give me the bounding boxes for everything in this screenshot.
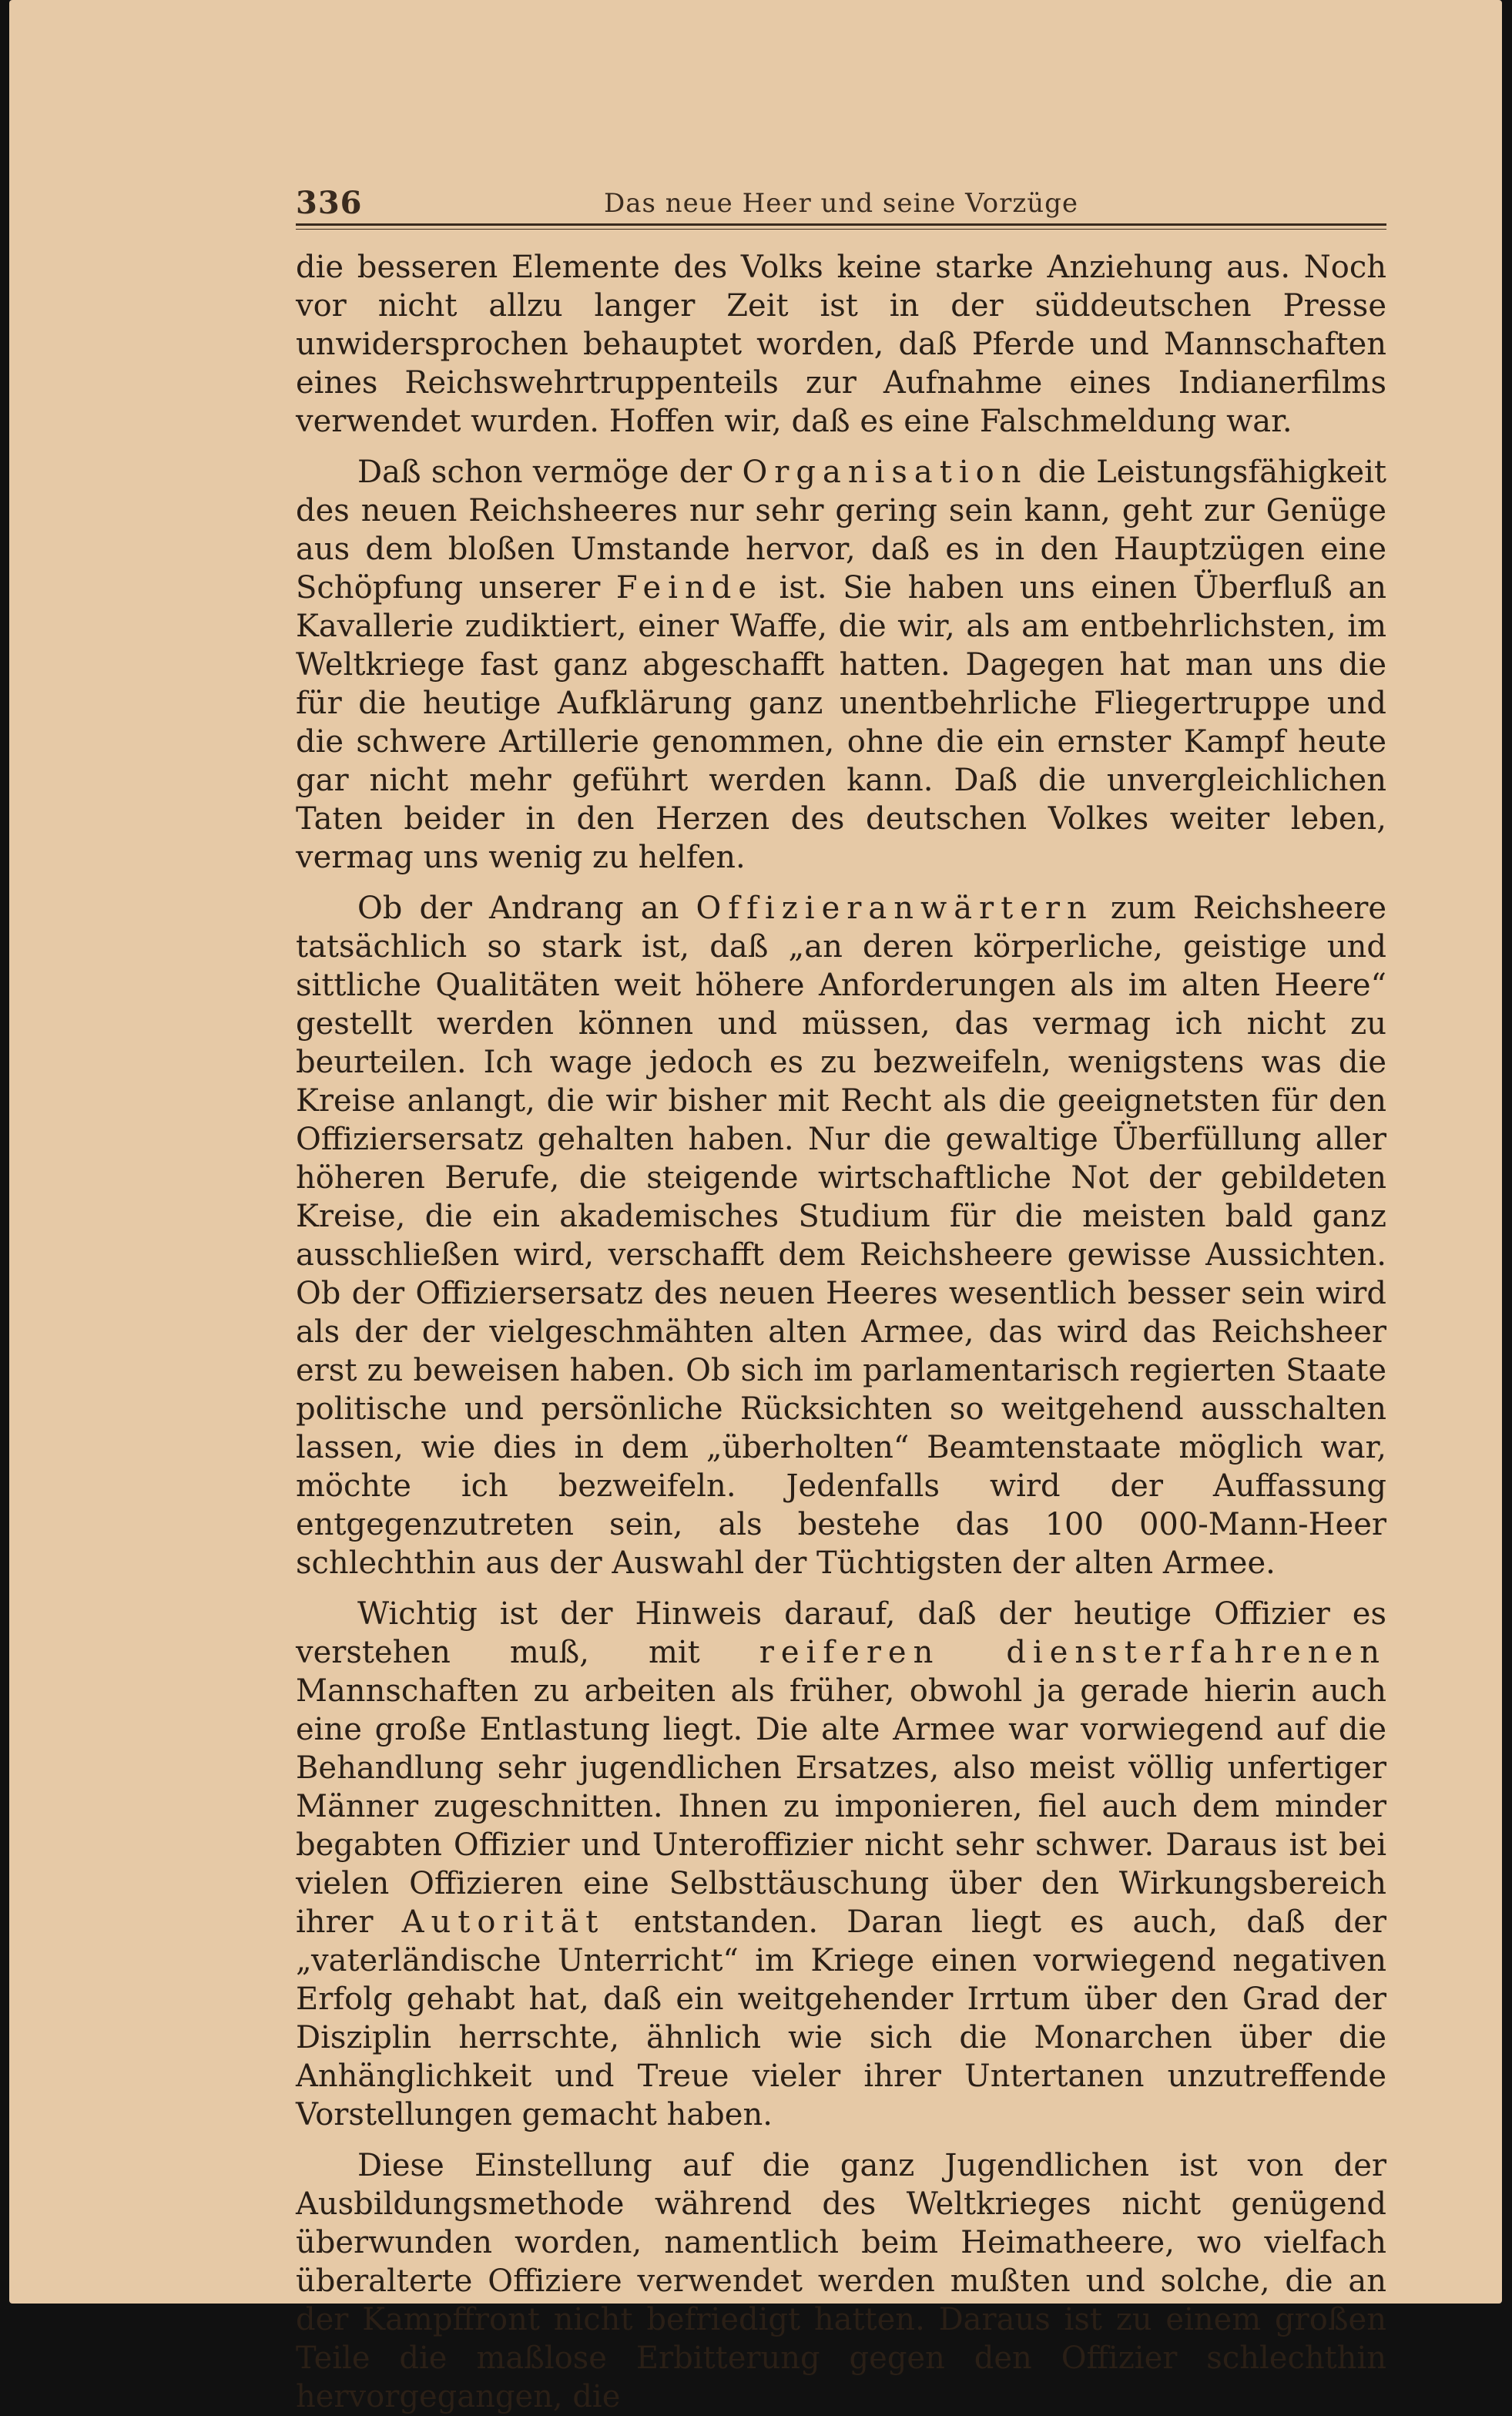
paragraph (296, 453, 1386, 877)
paragraph (296, 889, 1386, 1582)
body-text (296, 248, 1386, 2416)
text-run: Diese Einstellung auf die ganz Jugendlichen ist von der Ausbildungsmethode während des Weltkrieges nicht genügend überwunden worden, namentlich beim Heimatheere, wo vielfach überalterte Offiziere verwendet werden mußten und solche, die an der Kampffront nicht befriedigt hatten. Daraus ist zu einem großen Teile die maßlose Erbitterung gegen den Offizier schlechthin hervorgegangen, die (296, 2148, 1386, 2414)
text-run: ist. Sie haben uns einen Überfluß an Kavallerie zudiktiert, einer Waffe, die wir, als am entbehrlichsten, im Weltkriege fast ganz abgeschafft hatten. Dagegen hat man uns die für die heutige Aufklärung ganz unentbehrliche Fliegertruppe und die schwere Artillerie genommen, ohne die ein ernster Kampf heute gar nicht mehr geführt werden kann. Daß die unvergleichlichen Taten beider in den Herzen des deutschen Volkes weiter leben, vermag uns wenig zu helfen. (296, 570, 1387, 875)
text-run: die Leistungsfähigkeit des neuen Reichsheeres nur sehr gering sein kann, geht zur Genüge aus dem bloßen Umstande hervor, daß es in den Hauptzügen eine Schöpfung unserer (296, 455, 1387, 606)
text-run: zum Reichsheere tatsächlich so stark ist, daß „an deren körperliche, geistige und sittliche Qualitäten weit höhere Anforderungen als im alten Heere“ gestellt werden können und müssen, das vermag ich nicht zu beurteilen. Ich wage jedoch es zu bezweifeln, wenigstens was die Kreise anlangt, die wir bisher mit Recht als die geeignetsten für den Offiziersersatz gehalten haben. Nur die gewaltige Überfüllung aller höheren Berufe, die steigende wirtschaftliche Not der gebildeten Kreise, die ein akademisches Studium für die meisten bald ganz ausschließen wird, verschafft dem Reichsheere gewisse Aussichten. Ob der Offiziersersatz des neuen Heeres wesentlich besser sein wird als der der vielgeschmähten alten Armee, das wird das Reichsheer erst zu beweisen haben. Ob sich im parlamentarisch regierten Staate politische und persönliche Rücksichten so weitgehend ausschalten lassen, wie dies in dem „überholten“ Beamtenstaate möglich war, möchte ich bezweifeln. Jedenfalls wird der Auffassung entgegenzutreten sein, als bestehe das 100 000-Mann-Heer schlechthin aus der Auswahl der Tüchtigsten der alten Armee. (296, 891, 1386, 1581)
text-run: die besseren Elemente des Volks keine starke Anziehung aus. Noch vor nicht allzu langer Zeit ist in der süddeutschen Presse unwidersprochen behauptet worden, daß Pferde und Mannschaften eines Reichswehrtruppenteils zur Aufnahme eines Indianerfilms verwendet wurden. Hoffen wir, daß es eine Falschmeldung war. (296, 250, 1386, 439)
paragraph (296, 248, 1386, 441)
text-run: entstanden. Daran liegt es auch, daß der „vaterländische Unterricht“ im Kriege einen vorwiegend negativen Erfolg gehabt hat, daß ein weitgehender Irrtum über den Grad der Disziplin herrschte, ähnlich wie sich die Monarchen über die Anhänglichkeit und Treue vieler ihrer Untertanen unzutreffende Vorstellungen gemacht haben. (296, 1904, 1386, 2132)
page-number: 336 (296, 185, 363, 221)
book-page (9, 0, 1502, 2414)
text-run: Wichtig ist der Hinweis darauf, daß der heutige Offizier es verstehen muß, mit (296, 1596, 1386, 1670)
header-rule-thin (296, 229, 1386, 230)
emphasized-text: Organisation (742, 455, 1028, 490)
paragraph (296, 1595, 1386, 2134)
paragraph (296, 2146, 1386, 2416)
text-run: Mannschaften zu arbeiten als früher, obwohl ja gerade hierin auch eine große Entlastung liegt. Die alte Armee war vorwiegend auf die Behandlung sehr jugendlichen Ersatzes, also meist völlig unfertiger Männer zugeschnitten. Ihnen zu imponieren, fiel auch dem minder begabten Offizier und Unteroffizier nicht sehr schwer. Daraus ist bei vielen Offizieren eine Selbsttäuschung über den Wirkungsbereich ihrer (296, 1673, 1386, 1940)
header-rule (296, 223, 1386, 226)
emphasized-text: Feinde (615, 570, 763, 606)
emphasized-text: reiferen diensterfahrenen (759, 1635, 1386, 1670)
emphasized-text: Offizieranwärtern (696, 891, 1094, 926)
running-title: Das neue Heer und seine Vorzüge (603, 188, 1079, 219)
text-run: Ob der Andrang an (357, 891, 696, 926)
emphasized-text: Autorität (401, 1904, 605, 1940)
text-run: Daß schon vermöge der (357, 455, 743, 490)
